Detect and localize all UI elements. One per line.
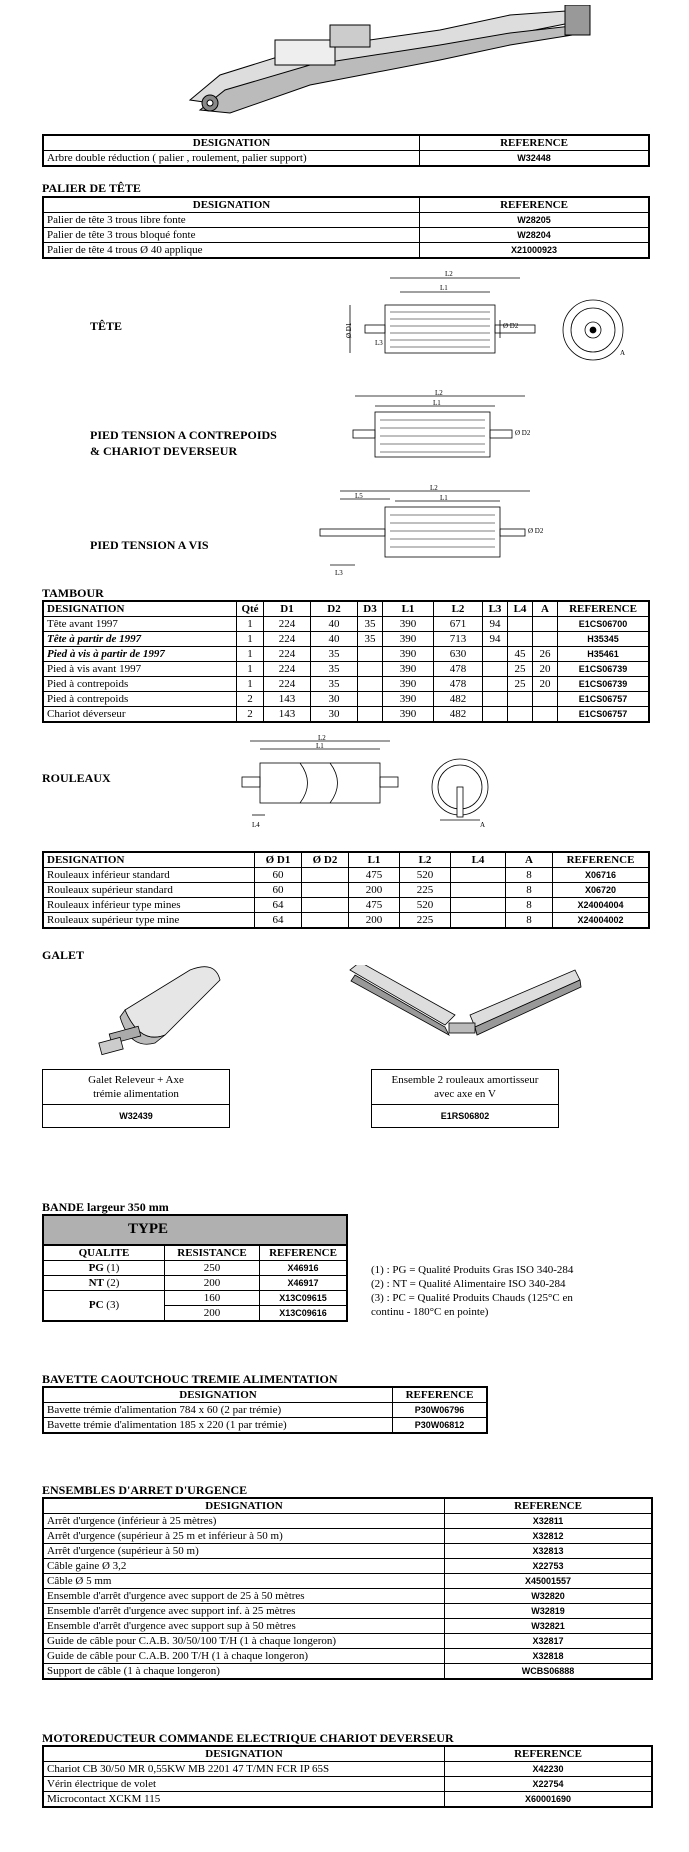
d3-cell bbox=[358, 692, 383, 707]
col-d1: D1 bbox=[264, 601, 311, 617]
d1-cell: 224 bbox=[264, 647, 311, 662]
table-row bbox=[43, 677, 649, 692]
table-row bbox=[43, 1529, 652, 1544]
d2-cell bbox=[302, 868, 349, 883]
galet-box1-line1: Galet Releveur + Axe bbox=[88, 1074, 184, 1086]
designation-cell: Palier de tête 4 trous Ø 40 applique bbox=[43, 243, 420, 259]
reference-cell: W32820 bbox=[445, 1589, 653, 1604]
bande-type-label: TYPE bbox=[128, 1221, 169, 1237]
reference-cell: H35345 bbox=[558, 632, 650, 647]
dim-d1: Ø D1 bbox=[345, 322, 353, 338]
tambour-table bbox=[42, 600, 650, 723]
designation-cell: Pied à contrepoids bbox=[43, 692, 237, 707]
designation-cell: Microcontact XCKM 115 bbox=[43, 1792, 445, 1808]
a-cell: 8 bbox=[506, 883, 553, 898]
reference-cell: E1CS06757 bbox=[558, 692, 650, 707]
a-cell bbox=[533, 692, 558, 707]
l1-cell: 390 bbox=[383, 647, 434, 662]
reference-cell: X45001557 bbox=[445, 1574, 653, 1589]
d3-cell bbox=[358, 647, 383, 662]
designation-cell: Ensemble d'arrêt d'urgence avec support de 25 à 50 mètres bbox=[43, 1589, 445, 1604]
table-row bbox=[43, 1634, 652, 1649]
col-qte: Qté bbox=[237, 601, 264, 617]
designation-cell: Chariot CB 30/50 MR 0,55KW MB 2201 47 T/MN FCR IP 65S bbox=[43, 1762, 445, 1777]
designation-cell: Rouleaux supérieur type mine bbox=[43, 913, 255, 929]
table-row bbox=[43, 1559, 652, 1574]
d1-cell: 60 bbox=[255, 883, 302, 898]
table-row bbox=[43, 243, 649, 259]
dim-l2: L2 bbox=[435, 390, 443, 397]
reference-cell: X60001690 bbox=[445, 1792, 653, 1808]
col-a: A bbox=[533, 601, 558, 617]
rouleaux-v-illustration bbox=[345, 965, 585, 1050]
reference-cell: X32812 bbox=[445, 1529, 653, 1544]
d3-cell: 35 bbox=[358, 617, 383, 632]
dim-l3: L3 bbox=[375, 339, 383, 347]
a-cell bbox=[533, 617, 558, 632]
reference-cell: E1CS06739 bbox=[558, 662, 650, 677]
table-row bbox=[43, 1574, 652, 1589]
qte-cell: 1 bbox=[237, 677, 264, 692]
col-reference: REFERENCE bbox=[445, 1746, 653, 1762]
col-reference: REFERENCE bbox=[393, 1387, 488, 1403]
dim-l1: L1 bbox=[440, 284, 448, 292]
d1-cell: 64 bbox=[255, 898, 302, 913]
designation-cell: Arrêt d'urgence (supérieur à 50 m) bbox=[43, 1544, 445, 1559]
table-row bbox=[43, 1544, 652, 1559]
resistance-cell: 250 bbox=[165, 1261, 260, 1276]
note-marker: (2) bbox=[106, 1276, 120, 1289]
resistance-cell: 200 bbox=[165, 1306, 260, 1322]
col-l3: L3 bbox=[483, 601, 508, 617]
reference-cell: X24004004 bbox=[553, 898, 650, 913]
bande-type-header bbox=[42, 1214, 348, 1244]
table-row bbox=[43, 868, 649, 883]
rouleaux-title: ROULEAUX bbox=[42, 771, 111, 785]
col-d3: D3 bbox=[358, 601, 383, 617]
dim-d2: Ø D2 bbox=[515, 429, 531, 437]
l2-cell: 482 bbox=[434, 692, 483, 707]
col-reference: REFERENCE bbox=[553, 852, 650, 868]
table-row bbox=[43, 647, 649, 662]
designation-cell: Ensemble d'arrêt d'urgence avec support sup à 50 mètres bbox=[43, 1619, 445, 1634]
l1-cell: 200 bbox=[349, 883, 400, 898]
d2-cell: 30 bbox=[311, 692, 358, 707]
l2-cell: 478 bbox=[434, 677, 483, 692]
designation-cell: Pied à vis à partir de 1997 bbox=[43, 647, 237, 662]
reference-cell: X22754 bbox=[445, 1777, 653, 1792]
table-row bbox=[43, 1403, 487, 1418]
d1-cell: 224 bbox=[264, 677, 311, 692]
moto-table bbox=[42, 1745, 653, 1808]
l4-cell: 25 bbox=[508, 677, 533, 692]
col-l1: L1 bbox=[349, 852, 400, 868]
d2-cell bbox=[302, 913, 349, 929]
a-cell: 8 bbox=[506, 898, 553, 913]
d1-cell: 60 bbox=[255, 868, 302, 883]
designation-cell: Vérin électrique de volet bbox=[43, 1777, 445, 1792]
qte-cell: 1 bbox=[237, 662, 264, 677]
col-designation: DESIGNATION bbox=[43, 135, 420, 151]
d1-cell: 143 bbox=[264, 692, 311, 707]
table-row bbox=[43, 1418, 487, 1434]
l1-cell: 390 bbox=[383, 677, 434, 692]
l4-cell bbox=[451, 913, 506, 929]
galet-releveur-box bbox=[42, 1069, 230, 1128]
l3-cell bbox=[483, 692, 508, 707]
designation-cell: Câble Ø 5 mm bbox=[43, 1574, 445, 1589]
reference-cell: W28204 bbox=[420, 228, 650, 243]
designation-cell: Arbre double réduction ( palier , roulement, palier support) bbox=[43, 151, 420, 167]
col-reference: REFERENCE bbox=[558, 601, 650, 617]
d2-cell: 35 bbox=[311, 662, 358, 677]
l3-cell bbox=[483, 647, 508, 662]
table-row bbox=[43, 632, 649, 647]
d3-cell bbox=[358, 677, 383, 692]
note-1: (1) : PG = Qualité Produits Gras ISO 340-284 bbox=[371, 1264, 574, 1276]
l4-cell bbox=[451, 883, 506, 898]
galet-box2-ref: E1RS06802 bbox=[440, 1111, 490, 1121]
d1-cell: 224 bbox=[264, 662, 311, 677]
dim-l2: L2 bbox=[318, 735, 326, 742]
a-cell bbox=[533, 632, 558, 647]
a-cell: 20 bbox=[533, 677, 558, 692]
l3-cell bbox=[483, 707, 508, 723]
designation-cell: Câble gaine Ø 3,2 bbox=[43, 1559, 445, 1574]
col-l2: L2 bbox=[434, 601, 483, 617]
col-a: A bbox=[506, 852, 553, 868]
tete-drawing bbox=[345, 270, 645, 370]
designation-cell: Pied à contrepoids bbox=[43, 677, 237, 692]
pied-contrepoids-label-1: PIED TENSION A CONTREPOIDS bbox=[90, 428, 277, 442]
reference-cell: X46917 bbox=[260, 1276, 348, 1291]
palier-table bbox=[42, 196, 650, 259]
col-d1: Ø D1 bbox=[255, 852, 302, 868]
dim-l2: L2 bbox=[445, 270, 453, 278]
col-designation: DESIGNATION bbox=[43, 1746, 445, 1762]
reference-cell: WCBS06888 bbox=[445, 1664, 653, 1680]
d2-cell: 30 bbox=[311, 707, 358, 723]
designation-cell: Guide de câble pour C.A.B. 30/50/100 T/H (1 à chaque longeron) bbox=[43, 1634, 445, 1649]
reference-cell: W32448 bbox=[420, 151, 650, 167]
arbre-table bbox=[42, 134, 650, 167]
d2-cell: 40 bbox=[311, 617, 358, 632]
d3-cell bbox=[358, 662, 383, 677]
pied-contrepoids-label-2: & CHARIOT DEVERSEUR bbox=[90, 444, 238, 458]
designation-cell: Arrêt d'urgence (inférieur à 25 mètres) bbox=[43, 1514, 445, 1529]
a-cell: 8 bbox=[506, 868, 553, 883]
l4-cell: 25 bbox=[508, 662, 533, 677]
l2-cell: 225 bbox=[400, 883, 451, 898]
col-designation: DESIGNATION bbox=[43, 1498, 445, 1514]
l2-cell: 520 bbox=[400, 898, 451, 913]
l2-cell: 520 bbox=[400, 868, 451, 883]
a-cell: 20 bbox=[533, 662, 558, 677]
bande-notes bbox=[371, 1263, 573, 1319]
dim-d2: Ø D2 bbox=[503, 322, 519, 330]
pied-contrepoids-drawing bbox=[345, 390, 545, 465]
table-row bbox=[43, 1762, 652, 1777]
reference-cell: X22753 bbox=[445, 1559, 653, 1574]
table-row bbox=[43, 1619, 652, 1634]
d2-cell bbox=[302, 883, 349, 898]
table-row bbox=[43, 1276, 347, 1291]
d2-cell: 35 bbox=[311, 647, 358, 662]
designation-cell: Palier de tête 3 trous bloqué fonte bbox=[43, 228, 420, 243]
l2-cell: 225 bbox=[400, 913, 451, 929]
l1-cell: 390 bbox=[383, 692, 434, 707]
reference-cell: P30W06796 bbox=[393, 1403, 488, 1418]
galet-illustration bbox=[95, 955, 230, 1060]
l3-cell bbox=[483, 677, 508, 692]
d1-cell: 143 bbox=[264, 707, 311, 723]
col-reference: REFERENCE bbox=[420, 135, 650, 151]
reference-cell: W32819 bbox=[445, 1604, 653, 1619]
l2-cell: 713 bbox=[434, 632, 483, 647]
designation-cell: Tête avant 1997 bbox=[43, 617, 237, 632]
rouleaux-table bbox=[42, 851, 650, 929]
col-d2: Ø D2 bbox=[302, 852, 349, 868]
designation-cell: Bavette trémie d'alimentation 784 x 60 (2 par trémie) bbox=[43, 1403, 393, 1418]
col-designation: DESIGNATION bbox=[43, 852, 255, 868]
reference-cell: E1CS06757 bbox=[558, 707, 650, 723]
col-reference: REFERENCE bbox=[260, 1245, 348, 1261]
l1-cell: 390 bbox=[383, 707, 434, 723]
table-row bbox=[43, 1514, 652, 1529]
dim-l1: L1 bbox=[433, 399, 441, 407]
l4-cell bbox=[508, 632, 533, 647]
d1-cell: 224 bbox=[264, 632, 311, 647]
designation-cell: Bavette trémie d'alimentation 185 x 220 (1 par trémie) bbox=[43, 1418, 393, 1434]
l1-cell: 200 bbox=[349, 913, 400, 929]
dim-l3: L3 bbox=[335, 569, 343, 577]
reference-cell: E1CS06700 bbox=[558, 617, 650, 632]
qte-cell: 2 bbox=[237, 707, 264, 723]
col-reference: REFERENCE bbox=[445, 1498, 653, 1514]
reference-cell: X21000923 bbox=[420, 243, 650, 259]
col-l4: L4 bbox=[508, 601, 533, 617]
designation-cell: Pied à vis avant 1997 bbox=[43, 662, 237, 677]
bande-table bbox=[42, 1244, 348, 1322]
table-row bbox=[43, 1664, 652, 1680]
col-designation: DESIGNATION bbox=[43, 1387, 393, 1403]
arret-table bbox=[42, 1497, 653, 1680]
reference-cell: W28205 bbox=[420, 213, 650, 228]
col-reference: REFERENCE bbox=[420, 197, 650, 213]
l1-cell: 390 bbox=[383, 617, 434, 632]
tete-label: TÊTE bbox=[90, 319, 123, 333]
l4-cell bbox=[508, 617, 533, 632]
reference-cell: X06716 bbox=[553, 868, 650, 883]
designation-cell: Support de câble (1 à chaque longeron) bbox=[43, 1664, 445, 1680]
resistance-cell: 160 bbox=[165, 1291, 260, 1306]
l2-cell: 482 bbox=[434, 707, 483, 723]
l3-cell bbox=[483, 662, 508, 677]
designation-cell: Rouleaux inférieur type mines bbox=[43, 898, 255, 913]
reference-cell: X13C09616 bbox=[260, 1306, 348, 1322]
table-row bbox=[43, 213, 649, 228]
dim-l1: L1 bbox=[316, 742, 324, 750]
col-l1: L1 bbox=[383, 601, 434, 617]
moto-title: MOTOREDUCTEUR COMMANDE ELECTRIQUE CHARIOT DEVERSEUR bbox=[42, 1731, 454, 1745]
galet-box2-line2: avec axe en V bbox=[434, 1088, 496, 1100]
d1-cell: 224 bbox=[264, 617, 311, 632]
a-cell: 8 bbox=[506, 913, 553, 929]
reference-cell: X42230 bbox=[445, 1762, 653, 1777]
reference-cell: X46916 bbox=[260, 1261, 348, 1276]
designation-cell: Tête à partir de 1997 bbox=[43, 632, 237, 647]
reference-cell: X13C09615 bbox=[260, 1291, 348, 1306]
table-row bbox=[43, 151, 649, 167]
qualite-cell: PG bbox=[88, 1261, 104, 1274]
table-row bbox=[43, 228, 649, 243]
table-row bbox=[43, 1649, 652, 1664]
qte-cell: 2 bbox=[237, 692, 264, 707]
table-row bbox=[43, 662, 649, 677]
table-row bbox=[43, 1792, 652, 1808]
table-row bbox=[43, 913, 649, 929]
dim-l1: L1 bbox=[440, 494, 448, 502]
table-row bbox=[43, 898, 649, 913]
a-cell bbox=[533, 707, 558, 723]
rouleaux-drawing bbox=[230, 735, 510, 835]
col-resistance: RESISTANCE bbox=[165, 1245, 260, 1261]
l1-cell: 390 bbox=[383, 632, 434, 647]
designation-cell: Palier de tête 3 trous libre fonte bbox=[43, 213, 420, 228]
table-row bbox=[43, 617, 649, 632]
designation-cell: Rouleaux supérieur standard bbox=[43, 883, 255, 898]
dim-a: A bbox=[620, 349, 626, 357]
bande-title: BANDE largeur 350 mm bbox=[42, 1200, 169, 1214]
d2-cell bbox=[302, 898, 349, 913]
reference-cell: X32817 bbox=[445, 1634, 653, 1649]
dim-l5: L5 bbox=[355, 492, 363, 500]
l4-cell bbox=[508, 692, 533, 707]
table-row bbox=[43, 883, 649, 898]
col-l4: L4 bbox=[451, 852, 506, 868]
d2-cell: 40 bbox=[311, 632, 358, 647]
table-row bbox=[43, 1261, 347, 1276]
table-row bbox=[43, 1604, 652, 1619]
d2-cell: 35 bbox=[311, 677, 358, 692]
designation-cell: Rouleaux inférieur standard bbox=[43, 868, 255, 883]
l4-cell bbox=[508, 707, 533, 723]
table-row bbox=[43, 707, 649, 723]
l3-cell: 94 bbox=[483, 632, 508, 647]
designation-cell: Chariot déverseur bbox=[43, 707, 237, 723]
qte-cell: 1 bbox=[237, 632, 264, 647]
reference-cell: X32818 bbox=[445, 1649, 653, 1664]
galet-box2-line1: Ensemble 2 rouleaux amortisseur bbox=[391, 1074, 539, 1086]
l1-cell: 475 bbox=[349, 868, 400, 883]
ensemble-rouleaux-box bbox=[371, 1069, 559, 1128]
note-marker: (1) bbox=[106, 1261, 120, 1274]
d3-cell bbox=[358, 707, 383, 723]
pied-vis-label: PIED TENSION A VIS bbox=[90, 538, 209, 552]
galet-box1-ref: W32439 bbox=[119, 1111, 153, 1121]
reference-cell: X24004002 bbox=[553, 913, 650, 929]
conveyor-illustration bbox=[180, 5, 600, 115]
l2-cell: 671 bbox=[434, 617, 483, 632]
reference-cell: P30W06812 bbox=[393, 1418, 488, 1434]
l4-cell: 45 bbox=[508, 647, 533, 662]
dim-l4: L4 bbox=[252, 821, 260, 829]
qualite-cell: NT bbox=[88, 1276, 104, 1289]
qte-cell: 1 bbox=[237, 617, 264, 632]
qualite-cell: PC bbox=[88, 1299, 104, 1311]
col-l2: L2 bbox=[400, 852, 451, 868]
table-row bbox=[43, 692, 649, 707]
table-row bbox=[43, 1291, 347, 1306]
dim-l2: L2 bbox=[430, 485, 438, 492]
reference-cell: W32821 bbox=[445, 1619, 653, 1634]
note-marker: (3) bbox=[106, 1299, 120, 1311]
d1-cell: 64 bbox=[255, 913, 302, 929]
dim-a: A bbox=[480, 821, 486, 829]
reference-cell: X06720 bbox=[553, 883, 650, 898]
col-designation: DESIGNATION bbox=[43, 197, 420, 213]
col-qualite: QUALITE bbox=[43, 1245, 165, 1261]
l2-cell: 478 bbox=[434, 662, 483, 677]
note-2: (2) : NT = Qualité Alimentaire ISO 340-284 bbox=[371, 1278, 566, 1290]
designation-cell: Arrêt d'urgence (supérieur à 25 m et inférieur à 50 m) bbox=[43, 1529, 445, 1544]
galet-title: GALET bbox=[42, 948, 85, 962]
reference-cell: X32813 bbox=[445, 1544, 653, 1559]
d3-cell: 35 bbox=[358, 632, 383, 647]
palier-title: PALIER DE TÊTE bbox=[42, 181, 141, 195]
l4-cell bbox=[451, 868, 506, 883]
note-3: (3) : PC = Qualité Produits Chauds (125°C en bbox=[371, 1292, 573, 1304]
pied-vis-drawing bbox=[300, 485, 550, 580]
designation-cell: Guide de câble pour C.A.B. 200 T/H (1 à chaque longeron) bbox=[43, 1649, 445, 1664]
bavette-title: BAVETTE CAOUTCHOUC TREMIE ALIMENTATION bbox=[42, 1372, 338, 1386]
dim-d2: Ø D2 bbox=[528, 527, 544, 535]
col-d2: D2 bbox=[311, 601, 358, 617]
reference-cell: X32811 bbox=[445, 1514, 653, 1529]
reference-cell: E1CS06739 bbox=[558, 677, 650, 692]
l4-cell bbox=[451, 898, 506, 913]
l2-cell: 630 bbox=[434, 647, 483, 662]
arret-title: ENSEMBLES D'ARRET D'URGENCE bbox=[42, 1483, 248, 1497]
l3-cell: 94 bbox=[483, 617, 508, 632]
resistance-cell: 200 bbox=[165, 1276, 260, 1291]
qte-cell: 1 bbox=[237, 647, 264, 662]
reference-cell: H35461 bbox=[558, 647, 650, 662]
l1-cell: 475 bbox=[349, 898, 400, 913]
galet-box1-line2: trémie alimentation bbox=[93, 1088, 179, 1100]
table-row bbox=[43, 1777, 652, 1792]
a-cell: 26 bbox=[533, 647, 558, 662]
col-designation: DESIGNATION bbox=[43, 601, 237, 617]
note-4: continu - 180°C en pointe) bbox=[371, 1306, 489, 1318]
table-row bbox=[43, 1589, 652, 1604]
tambour-title: TAMBOUR bbox=[42, 586, 104, 600]
bavette-table bbox=[42, 1386, 488, 1434]
l1-cell: 390 bbox=[383, 662, 434, 677]
designation-cell: Ensemble d'arrêt d'urgence avec support inf. à 25 mètres bbox=[43, 1604, 445, 1619]
